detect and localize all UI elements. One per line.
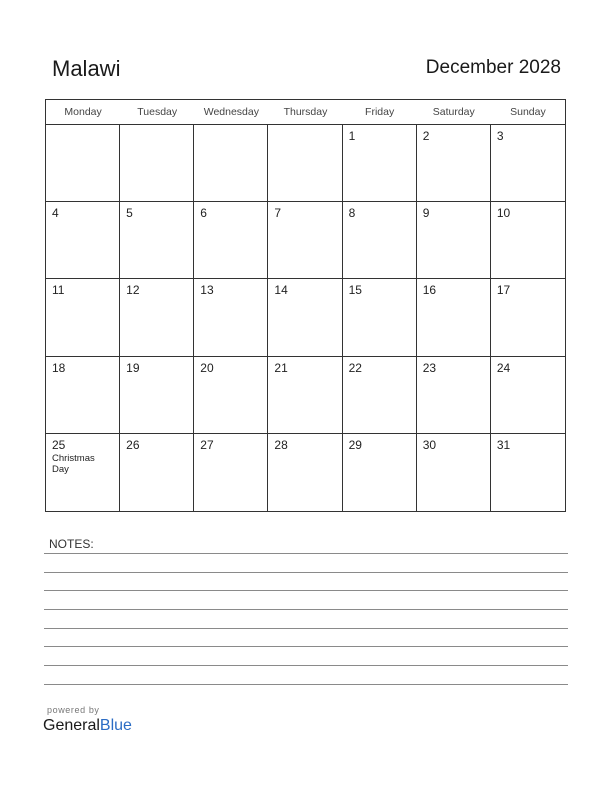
- day-cell[interactable]: [194, 357, 268, 434]
- day-cell[interactable]: [120, 125, 194, 202]
- day-cell[interactable]: [268, 279, 342, 356]
- notes-label: NOTES:: [49, 537, 94, 551]
- day-number: 7: [274, 206, 282, 221]
- day-cell[interactable]: [268, 202, 342, 279]
- day-cell[interactable]: [268, 434, 342, 511]
- day-cell[interactable]: [46, 279, 120, 356]
- weekday-wednesday: Wednesday: [203, 106, 259, 118]
- day-number: 18: [52, 360, 66, 375]
- weekday-sunday: Sunday: [510, 106, 546, 118]
- brand-blue: Blue: [99, 717, 132, 734]
- day-cell[interactable]: [417, 357, 491, 434]
- country-title: Malawi: [52, 56, 121, 81]
- day-number: 30: [422, 437, 437, 452]
- weekday-saturday: Saturday: [432, 106, 475, 118]
- day-number: 24: [496, 360, 511, 375]
- day-cell[interactable]: [491, 125, 565, 202]
- day-number: 4: [52, 206, 59, 221]
- weekday-friday: Friday: [365, 106, 395, 118]
- note-line: [44, 665, 568, 666]
- day-number: 5: [126, 206, 133, 221]
- day-cell[interactable]: [194, 434, 268, 511]
- note-line: [44, 590, 568, 591]
- day-cell[interactable]: [46, 125, 120, 202]
- day-cell[interactable]: [491, 279, 565, 356]
- day-cell[interactable]: [194, 125, 268, 202]
- day-cell[interactable]: [120, 357, 194, 434]
- day-number: 19: [126, 360, 140, 375]
- day-number: 11: [52, 283, 65, 298]
- day-cell[interactable]: [417, 279, 491, 356]
- day-cell[interactable]: [417, 202, 491, 279]
- day-number: 10: [496, 206, 511, 221]
- calendar-grid: [45, 99, 566, 512]
- day-number: 6: [200, 206, 207, 221]
- day-number: 31: [496, 437, 511, 452]
- day-number: 8: [348, 206, 356, 221]
- day-cell[interactable]: [46, 357, 120, 434]
- brand-general: General: [43, 717, 100, 734]
- note-line: [44, 646, 568, 647]
- day-cell[interactable]: [120, 279, 194, 356]
- day-number: 2: [422, 129, 430, 143]
- day-cell[interactable]: [491, 434, 565, 511]
- day-number: 9: [422, 206, 430, 221]
- day-cell[interactable]: [120, 202, 194, 279]
- day-number: 12: [126, 283, 140, 298]
- day-cell[interactable]: [194, 202, 268, 279]
- day-cell[interactable]: [120, 434, 194, 511]
- note-line: [44, 609, 568, 610]
- day-cell[interactable]: [194, 279, 268, 356]
- day-cell[interactable]: [268, 357, 342, 434]
- day-cell[interactable]: [46, 202, 120, 279]
- day-number: 28: [274, 437, 288, 452]
- weekday-tuesday: Tuesday: [137, 106, 178, 118]
- day-number: 1: [348, 129, 356, 143]
- calendar-weeks: [46, 125, 565, 511]
- day-number: 27: [200, 437, 214, 452]
- day-number: 21: [274, 360, 288, 375]
- day-cell[interactable]: [343, 357, 417, 434]
- brand-logo[interactable]: [43, 717, 132, 735]
- day-number: 17: [496, 283, 511, 298]
- day-number: 14: [274, 283, 288, 298]
- day-number: 13: [200, 283, 214, 298]
- day-cell[interactable]: [343, 125, 417, 202]
- note-line: [44, 553, 568, 554]
- weekday-monday: Monday: [64, 106, 102, 118]
- day-cell[interactable]: [491, 357, 565, 434]
- day-number: 16: [422, 283, 437, 298]
- day-cell[interactable]: [417, 125, 491, 202]
- day-cell[interactable]: [343, 279, 417, 356]
- holiday-label: Christmas Day: [52, 452, 95, 476]
- day-number: 15: [348, 283, 362, 298]
- day-cell[interactable]: [46, 434, 120, 511]
- note-line: [44, 684, 568, 685]
- weekday-thursday: Thursday: [283, 106, 328, 118]
- note-line: [44, 628, 568, 629]
- day-number: 23: [422, 360, 437, 375]
- day-cell[interactable]: [343, 434, 417, 511]
- day-number: 25: [52, 437, 66, 452]
- note-line: [44, 572, 568, 573]
- day-number: 20: [200, 360, 214, 375]
- day-cell[interactable]: [491, 202, 565, 279]
- day-cell[interactable]: [268, 125, 342, 202]
- day-cell[interactable]: [417, 434, 491, 511]
- day-number: 22: [348, 360, 362, 375]
- day-number: 29: [348, 437, 362, 452]
- weekday-header-row: [46, 100, 565, 125]
- powered-by-text: powered by: [47, 705, 100, 715]
- day-cell[interactable]: [343, 202, 417, 279]
- day-number: 3: [496, 129, 504, 143]
- day-number: 26: [126, 437, 140, 452]
- month-year-title: December 2028: [425, 57, 561, 78]
